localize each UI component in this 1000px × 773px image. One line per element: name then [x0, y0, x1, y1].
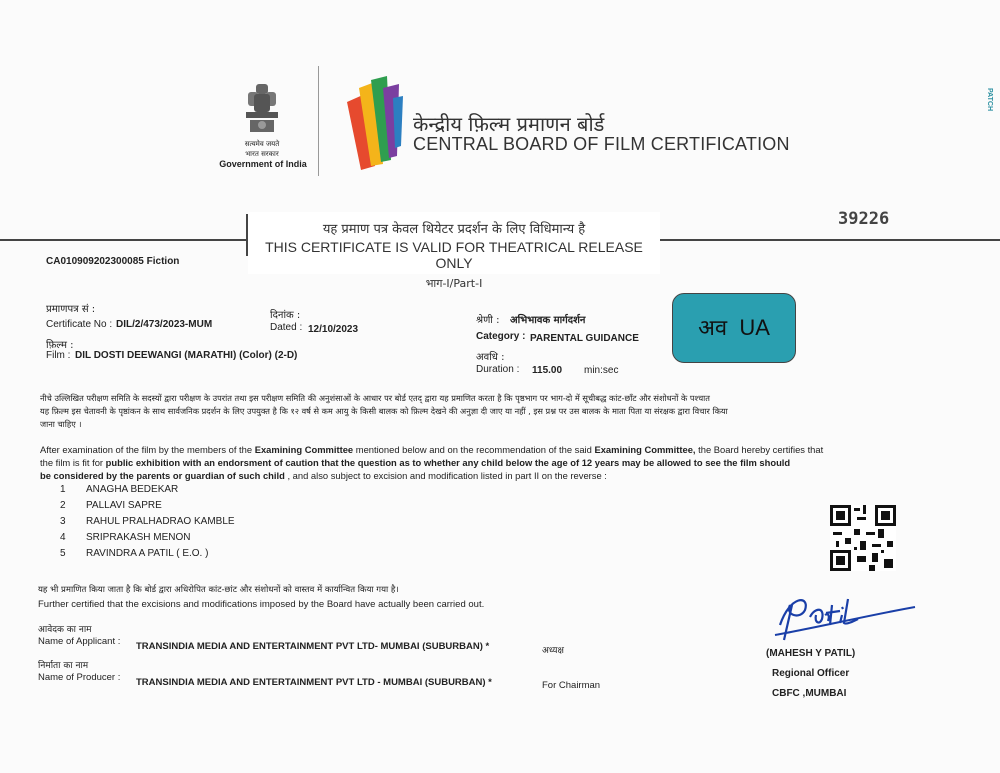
list-item: 3 RAHUL PRALHADRAO KAMBLE: [60, 516, 235, 527]
cbfc-logo: [345, 74, 405, 174]
applicant-label-en: Name of Applicant :: [38, 636, 121, 647]
body-en-2a: the film is fit for: [40, 457, 106, 468]
board-name-hi: केन्द्रीय फ़िल्म प्रमाणन बोर्ड: [413, 112, 605, 136]
gov-name-en: Government of India: [219, 159, 307, 169]
signatory-title: Regional Officer: [772, 668, 850, 679]
rating-hi: अव: [698, 316, 728, 341]
date-value: 12/10/2023: [308, 324, 359, 335]
state-emblem: [240, 80, 284, 140]
rating-badge: [672, 293, 796, 363]
cert-no-value: DIL/2/473/2023-MUM: [116, 319, 213, 330]
reference-code: CA010909202300085 Fiction: [46, 256, 180, 267]
date-label-hi: दिनांक :: [270, 310, 301, 321]
body-hi-line1: नीचे उल्लिखित परीक्षण समिति के सदस्यों द्वारा परीक्षण के उपरांत तथा इस परीक्षण समिति की अनुशंसाओं के आधार पर बोर्ड एतद् द्वारा यह प्रमाणित करता है कि पृष्ठभाग पर भाग-दो में सूचीबद्ध कांट-छाँट और संशोधनों के पश्चात: [40, 393, 710, 403]
side-patch-text: PATCH: [986, 88, 993, 112]
banner-part: भाग-I/Part-I: [425, 277, 483, 290]
serial-number: 39226: [838, 209, 890, 229]
banner-line-right: [660, 239, 1000, 241]
further-hi: यह भी प्रमाणित किया जाता है कि बोर्ड द्वारा अधिरोपित कांट-छांट और संशोधनों को वास्तव में कार्यान्वित किया गया है।: [38, 585, 399, 595]
producer-label-en: Name of Producer :: [38, 672, 121, 683]
banner-en: THIS CERTIFICATE IS VALID FOR THEATRICAL RELEASE ONLY: [265, 239, 643, 271]
qr-code: [830, 505, 896, 571]
body-english: [40, 443, 900, 482]
film-label-hi: फ़िल्म :: [46, 340, 74, 351]
gov-motto-hi: सत्यमेव जयते: [244, 140, 280, 148]
rating-en: UA: [739, 315, 770, 340]
producer-name: TRANSINDIA MEDIA AND ENTERTAINMENT PVT LTD - MUMBAI (SUBURBAN) *: [136, 677, 492, 688]
body-en-1e: the Board hereby certifies that: [695, 444, 824, 455]
film-label-en: Film :: [46, 350, 71, 361]
further-en: Further certified that the excisions and modifications imposed by the Board have actually been carried out.: [38, 599, 485, 610]
list-item: 4 SRIPRAKASH MENON: [60, 532, 191, 543]
category-value-hi: अभिभावक मार्गदर्शन: [510, 315, 586, 326]
validity-banner: [248, 212, 660, 290]
body-en-1c: mentioned below and on the recommendation of the said: [353, 444, 595, 455]
body-hindi: [40, 392, 900, 431]
list-item: 2 PALLAVI SAPRE: [60, 500, 162, 511]
category-value-en: PARENTAL GUIDANCE: [530, 333, 639, 344]
body-en-1a: After examination of the film by the members of the: [40, 444, 255, 455]
banner-hi: यह प्रमाण पत्र केवल थियेटर प्रदर्शन के लिए विधिमान्य है: [322, 222, 586, 237]
body-en-1b: Examining Committee: [254, 444, 354, 455]
duration-value: 115.00: [532, 365, 563, 376]
duration-label-en: Duration :: [476, 364, 520, 375]
signatory-name: (MAHESH Y PATIL): [766, 648, 856, 659]
date-label-en: Dated :: [270, 322, 303, 333]
body-hi-line3: जाना चाहिए ।: [40, 419, 82, 429]
producer-label-hi: निर्माता का नाम: [38, 661, 89, 671]
film-title: DIL DOSTI DEEWANGI (MARATHI) (Color) (2-D): [75, 350, 298, 361]
duration-label-hi: अवधि :: [476, 352, 505, 363]
applicant-name: TRANSINDIA MEDIA AND ENTERTAINMENT PVT LTD- MUMBAI (SUBURBAN) *: [136, 641, 490, 652]
list-item: 1 ANAGHA BEDEKAR: [60, 484, 179, 495]
gov-name-hi: भारत सरकार: [245, 150, 279, 158]
body-en-3b: , and also subject to excision and modification listed in part II on the reverse :: [284, 470, 607, 481]
banner-line-left: [0, 239, 248, 241]
cert-no-label-hi: प्रमाणपत्र सं :: [46, 304, 96, 315]
applicant-label-hi: आवेदक का नाम: [38, 625, 92, 635]
category-label-en: Category :: [476, 331, 526, 342]
header-divider: [318, 66, 319, 176]
body-en-1d: Examining Committee,: [594, 444, 696, 455]
producer-role: For Chairman: [542, 680, 601, 691]
signatory-office: CBFC ,MUMBAI: [772, 688, 847, 699]
committee-list: [60, 484, 235, 564]
board-name-en: CENTRAL BOARD OF FILM CERTIFICATION: [413, 134, 790, 154]
body-hi-line2: यह फ़िल्म इस चेतावनी के पृष्ठांकन के साथ सार्वजनिक प्रदर्शन के लिए उपयुक्त है कि १२ वर्ष से कम आयु के किसी बालक को फ़िल्म देखने की अनुज्ञा दी जाए या नहीं , इस प्रश्न पर उस बालक के माता पिता या संरक्षक द्वारा विचार किया: [40, 406, 728, 416]
list-item: 5 RAVINDRA A PATIL ( E.O. ): [60, 548, 209, 559]
body-en-3a: be considered by the parents or guardian of such child: [40, 470, 285, 481]
signature: [770, 585, 920, 645]
category-label-hi: श्रेणी :: [476, 315, 500, 326]
body-en-2b: public exhibition with an endorsment of caution that the question as to whether any child below the age of 12 years may be allowed to see the film should: [105, 457, 791, 468]
applicant-role: अध्यक्ष: [542, 646, 564, 656]
duration-unit: min:sec: [584, 365, 619, 376]
cert-no-label-en: Certificate No :: [46, 319, 113, 330]
